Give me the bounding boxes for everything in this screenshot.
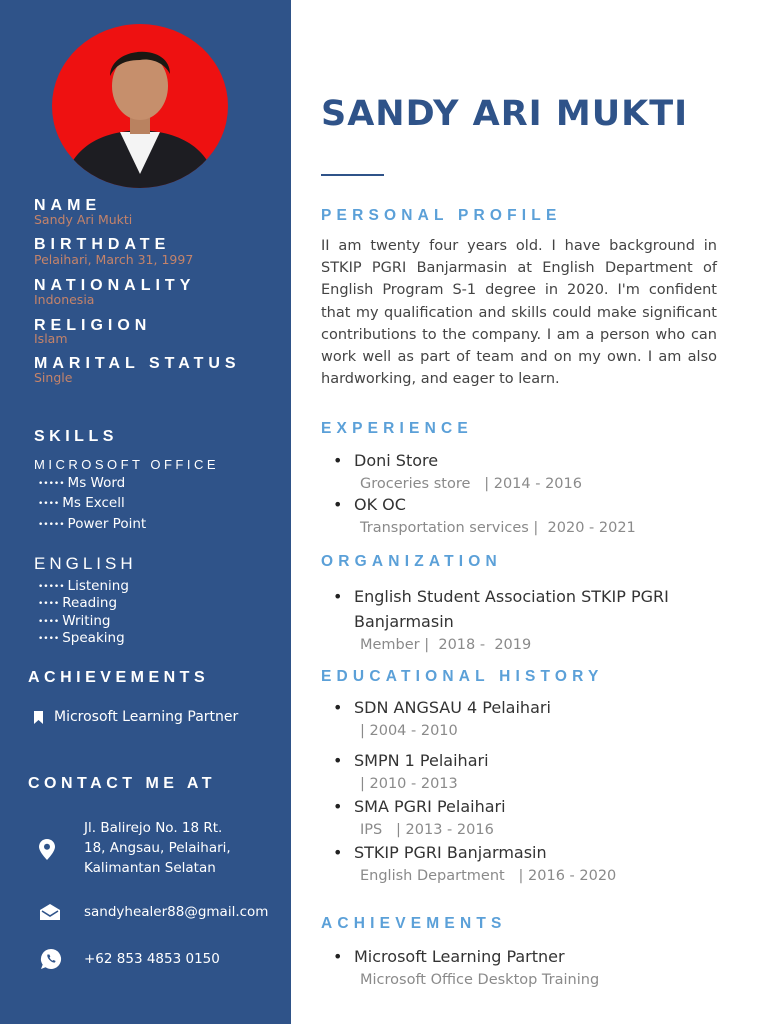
english-heading: ENGLISH [34,554,137,573]
address-line: 18, Angsau, Pelaihari, [84,840,231,856]
education-item [333,841,733,887]
info-label-name: NAME [34,197,102,214]
entry-detail: Microsoft Office Desktop Training [360,972,600,988]
entry-detail: Groceries store | 2014 - 2016 [360,476,582,492]
personal-profile-text: II am twenty four years old. I have background in STKIP PGRI Banjarmasin at English Department of English Program S-1 degree in 2020. I'm confident that my qualification and skills could make significant contributions to the company. I am a person who can work well as part of team and on my own. I am also hardworking, and eager to learn. [321,238,717,388]
educational-history-heading: EDUCATIONAL HISTORY [321,668,604,685]
skill-reading [38,595,117,611]
entry-detail: IPS | 2013 - 2016 [360,822,494,838]
skill-writing [38,613,110,629]
info-value-nationality: Indonesia [34,292,95,307]
skill-name: Ms Excell [62,495,125,511]
contact-address [84,818,231,878]
entry-detail: Member | 2018 - 2019 [360,637,532,653]
person-portrait-icon [52,24,228,188]
skill-name: Ms Word [67,475,126,491]
bookmark-icon [34,711,43,724]
entry-title: • SDN ANGSAU 4 Pelaihari [333,696,733,720]
sidebar-achievement-item [34,709,238,725]
skill-name: Writing [62,613,111,629]
skill-rating-dots: •••• [38,617,60,627]
microsoft-office-heading: MICROSOFT OFFICE [34,457,220,472]
entry-title: • SMPN 1 Pelaihari [333,749,733,773]
skill-ms-excell [38,495,125,511]
entry-title: • English Student Association STKIP PGRI Banjarmasin [333,584,723,634]
skill-rating-dots: •••• [38,599,60,609]
experience-item [333,449,733,495]
email-envelope-icon [40,904,60,920]
sidebar-achievements-heading: ACHIEVEMENTS [28,669,210,686]
address-line: Kalimantan Selatan [84,860,216,876]
skill-rating-dots: ••••• [38,582,65,592]
title-divider [321,174,384,176]
skill-listening [38,578,129,594]
skill-name: Power Point [67,516,147,532]
achievement-item [333,945,733,991]
organization-item [333,584,723,656]
organization-heading: ORGANIZATION [321,553,502,570]
skill-rating-dots: •••• [38,634,60,644]
education-item [333,696,733,742]
address-line: Jl. Balirejo No. 18 Rt. [84,820,223,836]
skill-rating-dots: ••••• [38,479,65,489]
contact-email[interactable]: sandyhealer88@gmail.com [84,904,269,920]
info-value-marital-status: Single [34,370,73,385]
info-label-nationality: NATIONALITY [34,277,196,294]
entry-title: • OK OC [333,493,733,517]
entry-title: • STKIP PGRI Banjarmasin [333,841,733,865]
entry-detail: | 2010 - 2013 [360,776,458,792]
skill-ms-word [38,475,125,491]
education-item [333,749,733,795]
skill-power-point [38,516,146,532]
info-value-religion: Islam [34,331,68,346]
main-achievements-heading: ACHIEVEMENTS [321,915,507,932]
skill-rating-dots: ••••• [38,520,65,530]
info-label-marital-status: MARITAL STATUS [34,355,241,372]
info-label-birthdate: BIRTHDATE [34,236,171,253]
experience-heading: EXPERIENCE [321,420,473,437]
entry-title: • SMA PGRI Pelaihari [333,795,733,819]
location-pin-icon [39,839,55,860]
entry-detail: Transportation services | 2020 - 2021 [360,520,636,536]
skills-heading: SKILLS [34,428,118,445]
sidebar [0,0,291,1024]
experience-item [333,493,733,539]
info-value-name: Sandy Ari Mukti [34,212,133,227]
skill-speaking [38,630,125,646]
main-content [291,0,768,1024]
entry-detail: English Department | 2016 - 2020 [360,868,617,884]
personal-profile-heading: PERSONAL PROFILE [321,207,562,224]
contact-phone[interactable]: +62 853 4853 0150 [84,951,220,967]
skill-name: Speaking [62,630,125,646]
education-item [333,795,733,841]
entry-title: • Microsoft Learning Partner [333,945,733,969]
info-value-birthdate: Pelaihari, March 31, 1997 [34,252,194,267]
entry-detail: | 2004 - 2010 [360,723,458,739]
info-label-religion: RELIGION [34,317,152,334]
entry-title: • Doni Store [333,449,733,473]
contact-heading: CONTACT ME AT [28,775,216,792]
whatsapp-icon [40,948,62,970]
skill-rating-dots: •••• [38,499,60,509]
skill-name: Listening [67,578,129,594]
achievement-label: Microsoft Learning Partner [54,709,239,725]
skill-name: Reading [62,595,118,611]
profile-photo [52,24,228,188]
page-title: SANDY ARI MUKTI [321,94,689,134]
